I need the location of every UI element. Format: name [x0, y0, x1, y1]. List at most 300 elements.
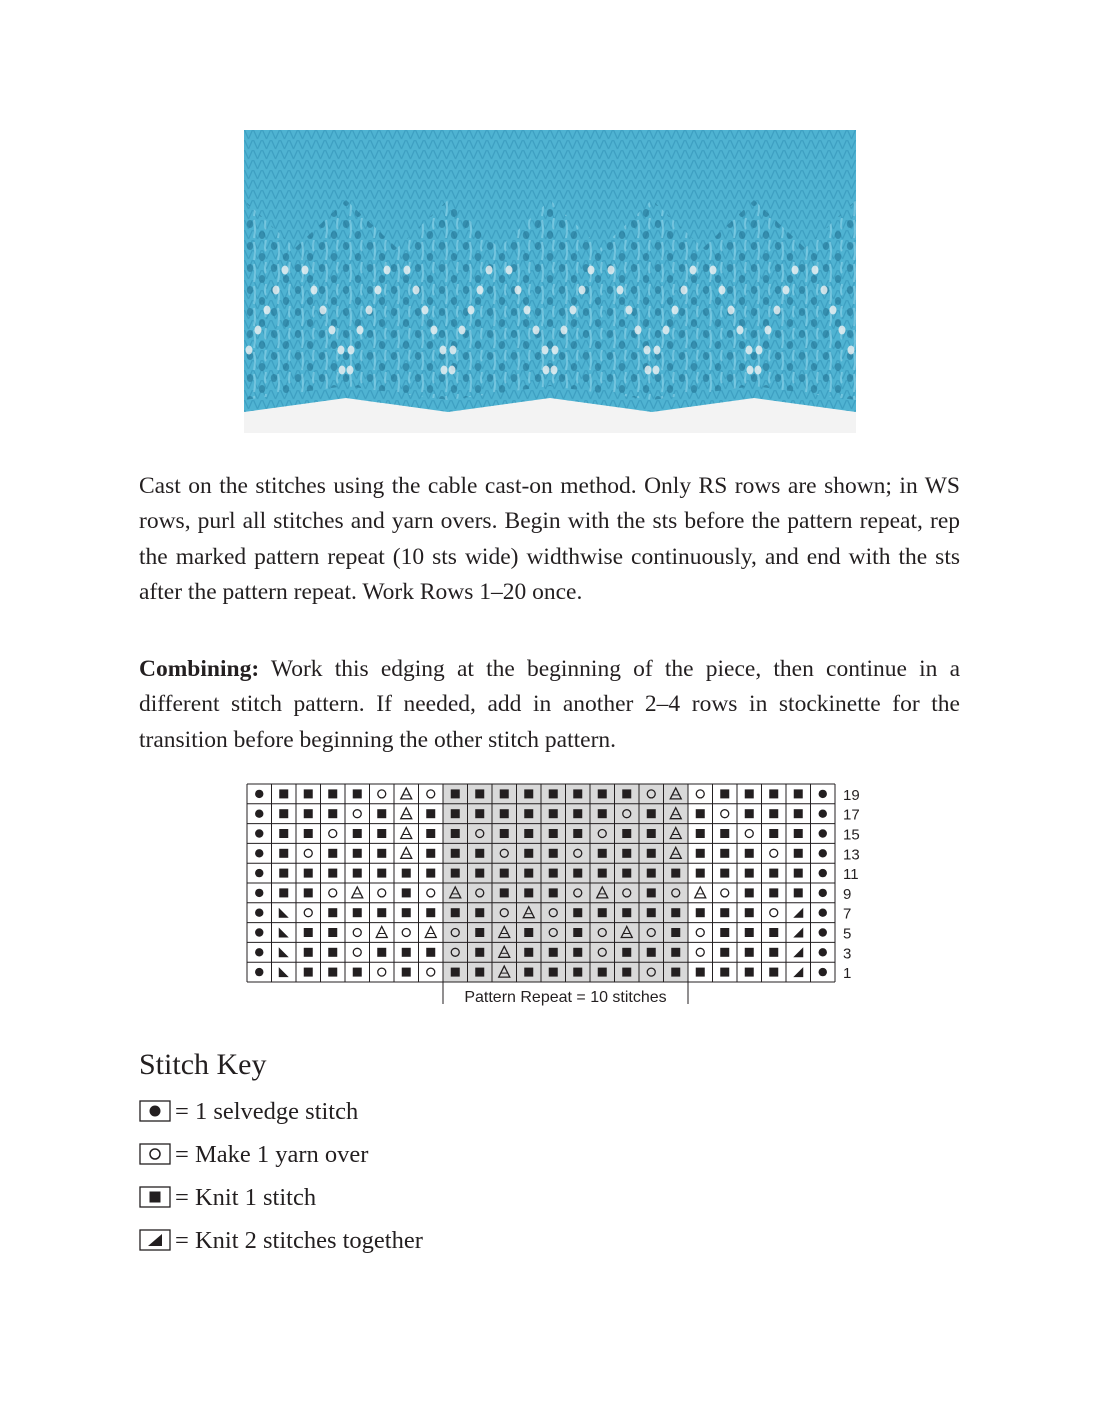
eyelet-hole — [441, 366, 448, 375]
eyelet-hole — [821, 286, 828, 295]
knit-stitch-mark — [549, 829, 558, 838]
lace-edging-photo — [244, 130, 856, 433]
eyelet-hole — [588, 266, 595, 275]
knit-stitch-mark — [304, 968, 313, 977]
eyelet-hole — [468, 306, 475, 315]
knit-stitch-mark — [475, 928, 484, 937]
knit-stitch-mark — [402, 908, 411, 917]
row-number-label: 9 — [843, 885, 852, 903]
knit-stitch-mark — [279, 789, 288, 798]
knit-stitch-mark — [720, 948, 729, 957]
eyelet-hole — [404, 266, 411, 275]
yarn-over-mark — [427, 968, 435, 976]
k2tog-mark — [793, 908, 803, 918]
eyelet-hole — [506, 266, 513, 275]
eyelet-hole — [792, 266, 799, 275]
knit-stitch-mark — [647, 948, 656, 957]
stitch-chart — [230, 780, 880, 1010]
knit-stitch-mark — [402, 869, 411, 878]
eyelet-hole — [533, 326, 540, 335]
eyelet-hole — [570, 306, 577, 315]
knit-stitch-mark — [451, 809, 460, 818]
knit-stitch-mark — [573, 809, 582, 818]
eyelet-hole — [246, 346, 253, 355]
knit-stitch-mark — [549, 948, 558, 957]
triangle-stitch-mark — [352, 887, 363, 898]
knit-stitch-mark — [402, 948, 411, 957]
knit-stitch-mark — [769, 928, 778, 937]
knit-stitch-mark — [647, 829, 656, 838]
k2tog-mark — [793, 967, 803, 977]
knit-stitch-mark — [328, 968, 337, 977]
eyelet-hole — [264, 306, 271, 315]
knit-stitch-mark — [794, 809, 803, 818]
knit-stitch-mark — [671, 869, 680, 878]
knit-stitch-mark — [475, 968, 484, 977]
selvedge-stitch-mark — [819, 810, 827, 818]
knit-stitch-mark — [475, 948, 484, 957]
knit-stitch-mark — [720, 829, 729, 838]
knit-stitch-mark — [745, 849, 754, 858]
knit-stitch-mark — [524, 948, 533, 957]
selvedge-stitch-mark — [255, 968, 263, 976]
knit-stitch-mark — [500, 888, 509, 897]
eyelet-hole — [690, 266, 697, 275]
knit-stitch-mark — [720, 789, 729, 798]
selvedge-stitch-mark — [255, 790, 263, 798]
knit-stitch-mark — [304, 829, 313, 838]
knit-stitch-mark — [475, 908, 484, 917]
selvedge-stitch-mark — [255, 869, 263, 877]
knit-stitch-mark — [524, 789, 533, 798]
yarn-over-mark — [378, 968, 386, 976]
knit-stitch-mark — [402, 888, 411, 897]
knit-stitch-mark — [328, 948, 337, 957]
eyelet-hole — [477, 286, 484, 295]
eyelet-hole — [635, 326, 642, 335]
triangle-stitch-mark — [401, 847, 412, 858]
knit-stitch-mark — [671, 948, 680, 957]
knit-stitch-mark — [279, 829, 288, 838]
knit-stitch-mark — [671, 908, 680, 917]
eyelet-hole — [375, 286, 382, 295]
knit-stitch-mark — [475, 849, 484, 858]
knit-stitch-mark — [696, 849, 705, 858]
triangle-stitch-mark — [401, 828, 412, 839]
knit-stitch-mark — [647, 908, 656, 917]
knit-stitch-mark — [353, 968, 362, 977]
knit-stitch-mark — [328, 849, 337, 858]
knit-stitch-mark — [573, 829, 582, 838]
selvedge-stitch-mark — [255, 928, 263, 936]
knit-stitch-mark — [769, 948, 778, 957]
knit-stitch-mark — [304, 888, 313, 897]
knit-stitch-mark — [769, 829, 778, 838]
eyelet-hole — [320, 306, 327, 315]
knit-stitch-mark — [794, 829, 803, 838]
knit-stitch-mark — [794, 888, 803, 897]
knit-stitch-mark — [279, 809, 288, 818]
knit-stitch-mark — [549, 849, 558, 858]
knit-stitch-mark — [524, 829, 533, 838]
knit-stitch-mark — [622, 968, 631, 977]
selvedge-stitch-symbol-icon — [139, 1100, 171, 1122]
eyelet-hole — [273, 286, 280, 295]
yarn-over-mark — [378, 889, 386, 897]
knit-stitch-mark — [720, 968, 729, 977]
selvedge-stitch-mark — [255, 909, 263, 917]
selvedge-stitch-mark — [819, 928, 827, 936]
knit-stitch-mark — [279, 849, 288, 858]
knit-stitch-mark — [745, 789, 754, 798]
knit-stitch-mark — [451, 829, 460, 838]
stitch-key-title: Stitch Key — [139, 1048, 267, 1081]
triangle-stitch-mark — [401, 788, 412, 799]
knit-stitch-mark — [353, 849, 362, 858]
knit-stitch-mark — [328, 908, 337, 917]
eyelet-hole — [747, 366, 754, 375]
row-number-label: 1 — [843, 965, 852, 983]
eyelet-hole — [486, 266, 493, 275]
eyelet-hole — [608, 266, 615, 275]
combining-paragraph — [139, 652, 960, 758]
eyelet-hole — [449, 366, 456, 375]
eyelet-hole — [663, 326, 670, 335]
knit-stitch-mark — [696, 809, 705, 818]
knit-stitch-mark — [328, 928, 337, 937]
knit-stitch-mark — [451, 789, 460, 798]
knit-stitch-mark — [622, 789, 631, 798]
row-number-label: 3 — [843, 945, 852, 963]
knit-stitch-mark — [500, 789, 509, 798]
knit-stitch-mark — [622, 849, 631, 858]
knit-stitch-mark — [549, 809, 558, 818]
left-slant-mark — [279, 967, 289, 977]
yarn-over-mark — [770, 909, 778, 917]
eyelet-hole — [830, 306, 837, 315]
selvedge-stitch-mark — [255, 889, 263, 897]
knit-stitch-mark — [426, 809, 435, 818]
eyelet-hole — [524, 306, 531, 315]
knit-stitch-mark — [573, 928, 582, 937]
knit-stitch-mark — [720, 928, 729, 937]
eyelet-hole — [672, 306, 679, 315]
k2tog-mark — [793, 928, 803, 938]
eyelet-hole — [311, 286, 318, 295]
knit-stitch-mark — [745, 888, 754, 897]
eyelet-hole — [357, 326, 364, 335]
knit-stitch-mark — [647, 849, 656, 858]
knit-stitch-mark — [769, 809, 778, 818]
selvedge-stitch-mark — [255, 849, 263, 857]
knit-stitch-mark — [524, 809, 533, 818]
eyelet-hole — [255, 326, 262, 335]
knit-stitch-mark — [524, 888, 533, 897]
knit-stitch-mark — [573, 948, 582, 957]
knit-stitch-mark — [377, 809, 386, 818]
eyelet-hole — [645, 366, 652, 375]
knit-stitch-mark — [304, 928, 313, 937]
knit-stitch-mark — [549, 888, 558, 897]
knit-stitch-mark — [426, 908, 435, 917]
eyelet-hole — [551, 366, 558, 375]
eyelet-hole — [459, 326, 466, 335]
knit-stitch-mark — [745, 869, 754, 878]
knit-stitch-mark — [696, 869, 705, 878]
eyelet-hole — [329, 326, 336, 335]
combining-label: Combining: — [139, 656, 260, 682]
knit-stitch-mark — [769, 789, 778, 798]
row-number-label: 5 — [843, 925, 852, 943]
yarn-over-mark — [696, 929, 704, 937]
key-label-yarn-over: = Make 1 yarn over — [175, 1141, 369, 1168]
knit-stitch-mark — [647, 888, 656, 897]
eyelet-hole — [617, 286, 624, 295]
eyelet-hole — [282, 266, 289, 275]
knit-stitch-mark — [794, 789, 803, 798]
selvedge-stitch-mark — [255, 829, 263, 837]
knit-stitch-mark — [500, 829, 509, 838]
eyelet-hole — [413, 286, 420, 295]
selvedge-stitch-mark — [819, 968, 827, 976]
knit-stitch-mark — [720, 849, 729, 858]
yarn-over-mark — [304, 909, 312, 917]
yarn-over-symbol-icon — [139, 1143, 171, 1165]
knit-stitch-mark — [549, 968, 558, 977]
knit-stitch-mark — [353, 789, 362, 798]
knit-stitch-mark — [304, 789, 313, 798]
eyelet-hole — [756, 346, 763, 355]
key-label-k2tog: = Knit 2 stitches together — [175, 1227, 423, 1254]
knit-stitch-mark — [426, 849, 435, 858]
left-slant-mark — [279, 928, 289, 938]
knit-stitch-mark — [598, 908, 607, 917]
row-number-label: 7 — [843, 905, 852, 923]
combining-text: Work this edging at the beginning of the piece, then continue in a different stitch pattern. If needed, add in another 2–4 rows in stockinette for the transition before beginning the other stitch pattern. — [139, 656, 960, 753]
knit-stitch-mark — [451, 869, 460, 878]
yarn-over-mark — [353, 929, 361, 937]
yarn-over-mark — [329, 889, 337, 897]
eyelet-hole — [561, 326, 568, 335]
row-number-label: 11 — [843, 866, 859, 884]
eyelet-hole — [542, 346, 549, 355]
eyelet-hole — [431, 326, 438, 335]
knit-stitch-mark — [598, 849, 607, 858]
knit-stitch-mark — [573, 869, 582, 878]
selvedge-stitch-mark — [255, 810, 263, 818]
eyelet-hole — [579, 286, 586, 295]
knit-stitch-mark — [622, 948, 631, 957]
knit-stitch-mark — [524, 968, 533, 977]
triangle-stitch-mark — [376, 927, 387, 938]
knit-stitch-mark — [573, 789, 582, 798]
knit-stitch-mark — [377, 948, 386, 957]
k2tog-mark — [793, 947, 803, 957]
selvedge-stitch-mark — [819, 869, 827, 877]
yarn-over-mark — [378, 790, 386, 798]
yarn-over-mark — [721, 810, 729, 818]
eyelet-hole — [848, 346, 855, 355]
knit-stitch-mark — [402, 968, 411, 977]
eyelet-hole — [765, 326, 772, 335]
knit-stitch-mark — [622, 829, 631, 838]
eyelet-hole — [450, 346, 457, 355]
knit-stitch-mark — [377, 829, 386, 838]
knit-stitch-mark — [500, 809, 509, 818]
eyelet-hole — [339, 366, 346, 375]
left-slant-mark — [279, 908, 289, 918]
eyelet-hole — [347, 366, 354, 375]
row-number-label: 17 — [843, 806, 860, 824]
knit-stitch-mark — [353, 908, 362, 917]
knit-stitch-mark — [475, 869, 484, 878]
knit-stitch-mark — [745, 928, 754, 937]
eyelet-hole — [719, 286, 726, 295]
triangle-stitch-mark — [695, 887, 706, 898]
selvedge-stitch-mark — [255, 948, 263, 956]
knit-stitch-mark — [549, 789, 558, 798]
knit-stitch-mark — [745, 809, 754, 818]
knit-stitch-mark — [794, 849, 803, 858]
knit-stitch-mark — [720, 869, 729, 878]
selvedge-stitch-mark — [819, 909, 827, 917]
knit-stitch-mark — [500, 869, 509, 878]
knit-stitch-mark — [647, 869, 656, 878]
knit-stitch-mark — [377, 869, 386, 878]
knit-stitch-mark — [794, 869, 803, 878]
knit-stitch-mark — [524, 928, 533, 937]
eyelet-hole — [644, 346, 651, 355]
triangle-stitch-mark — [425, 927, 436, 938]
knit-stitch-mark — [451, 908, 460, 917]
knit-stitch-mark — [426, 948, 435, 957]
eyelet-hole — [366, 306, 373, 315]
knit-stitch-mark — [598, 869, 607, 878]
knit-stitch-mark — [598, 809, 607, 818]
knit-stitch-mark — [622, 869, 631, 878]
knit-stitch-mark — [622, 908, 631, 917]
triangle-stitch-mark — [401, 808, 412, 819]
knit-stitch-mark — [304, 948, 313, 957]
knit-stitch-mark — [328, 789, 337, 798]
yarn-over-mark — [427, 889, 435, 897]
yarn-over-mark — [745, 830, 753, 838]
eyelet-hole — [543, 366, 550, 375]
knit-stitch-symbol-icon — [139, 1186, 171, 1208]
knit-stitch-mark — [720, 908, 729, 917]
knit-stitch-mark — [598, 968, 607, 977]
intro-paragraph: Cast on the stitches using the cable cast-on method. Only RS rows are shown; in WS rows, purl all stitches and yarn overs. Begin with the sts before the pattern repeat, rep the marked pattern repeat (10 sts wide) widthwise continuously, and end with the sts after the pattern repeat. Work Rows 1–20 once. — [139, 473, 960, 605]
eyelet-hole — [440, 346, 447, 355]
eyelet-hole — [710, 266, 717, 275]
knit-stitch-mark — [769, 888, 778, 897]
knit-stitch-mark — [475, 789, 484, 798]
knit-stitch-mark — [549, 869, 558, 878]
knit-stitch-mark — [598, 789, 607, 798]
key-label-selvedge: = 1 selvedge stitch — [175, 1098, 359, 1125]
row-number-label: 13 — [843, 846, 860, 864]
selvedge-stitch-mark — [819, 790, 827, 798]
yarn-over-mark — [721, 889, 729, 897]
knit-stitch-mark — [696, 829, 705, 838]
selvedge-stitch-mark — [819, 889, 827, 897]
yarn-over-mark — [696, 790, 704, 798]
key-label-knit: = Knit 1 stitch — [175, 1184, 317, 1211]
eyelet-hole — [626, 306, 633, 315]
yarn-over-mark — [329, 830, 337, 838]
knit-stitch-mark — [671, 928, 680, 937]
knit-stitch-mark — [524, 849, 533, 858]
knit-two-together-symbol-icon — [139, 1229, 171, 1251]
knit-stitch-mark — [696, 908, 705, 917]
knit-stitch-mark — [671, 968, 680, 977]
knit-stitch-mark — [573, 908, 582, 917]
left-slant-mark — [279, 947, 289, 957]
eyelet-hole — [338, 346, 345, 355]
knit-stitch-mark — [353, 869, 362, 878]
knit-stitch-mark — [745, 908, 754, 917]
eyelet-hole — [728, 306, 735, 315]
knit-stitch-mark — [573, 968, 582, 977]
knit-stitch-mark — [475, 809, 484, 818]
knit-stitch-mark — [696, 968, 705, 977]
knit-stitch-mark — [647, 809, 656, 818]
eyelet-hole — [422, 306, 429, 315]
knit-stitch-mark — [353, 829, 362, 838]
eyelet-hole — [653, 366, 660, 375]
eyelet-hole — [755, 366, 762, 375]
knit-stitch-mark — [377, 849, 386, 858]
yarn-over-mark — [304, 849, 312, 857]
knit-stitch-mark — [745, 968, 754, 977]
eyelet-hole — [515, 286, 522, 295]
pattern-repeat-label: Pattern Repeat = 10 stitches — [464, 989, 667, 1006]
knit-stitch-mark — [279, 869, 288, 878]
knit-stitch-mark — [377, 908, 386, 917]
knit-stitch-mark — [451, 968, 460, 977]
knit-stitch-mark — [745, 948, 754, 957]
eyelet-hole — [737, 326, 744, 335]
knit-stitch-mark — [524, 869, 533, 878]
selvedge-stitch-mark — [819, 849, 827, 857]
knit-stitch-mark — [328, 869, 337, 878]
eyelet-hole — [552, 346, 559, 355]
yarn-over-mark — [402, 929, 410, 937]
selvedge-stitch-mark — [819, 948, 827, 956]
eyelet-hole — [746, 346, 753, 355]
eyelet-hole — [783, 286, 790, 295]
knit-stitch-mark — [769, 869, 778, 878]
yarn-over-mark — [427, 790, 435, 798]
eyelet-hole — [839, 326, 846, 335]
knit-stitch-mark — [426, 829, 435, 838]
eyelet-hole — [302, 266, 309, 275]
knit-stitch-mark — [328, 809, 337, 818]
yarn-over-mark — [353, 948, 361, 956]
knit-stitch-mark — [304, 809, 313, 818]
row-number-label: 15 — [843, 826, 860, 844]
eyelet-hole — [812, 266, 819, 275]
knit-stitch-mark — [426, 869, 435, 878]
knit-stitch-mark — [304, 869, 313, 878]
knit-stitch-mark — [451, 849, 460, 858]
selvedge-stitch-mark — [819, 829, 827, 837]
eyelet-hole — [681, 286, 688, 295]
knit-stitch-mark — [769, 968, 778, 977]
row-number-label: 19 — [843, 786, 860, 804]
eyelet-hole — [654, 346, 661, 355]
eyelet-hole — [348, 346, 355, 355]
